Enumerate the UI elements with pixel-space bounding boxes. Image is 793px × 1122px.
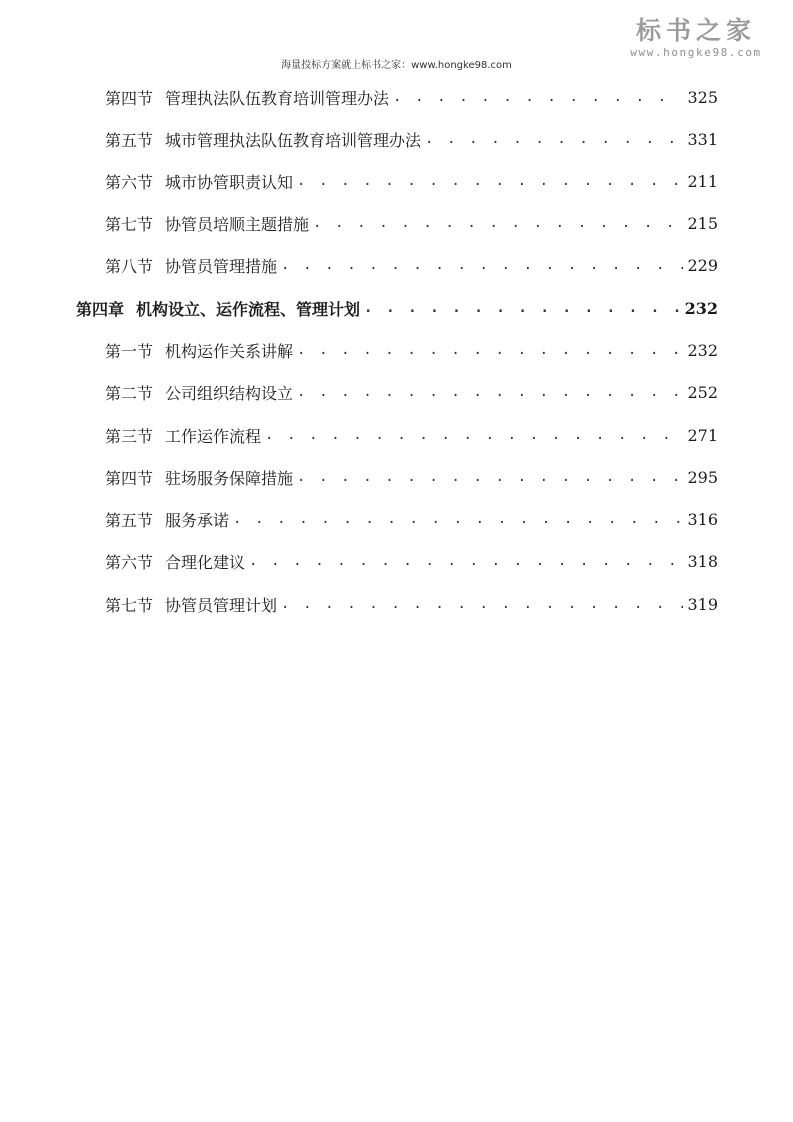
toc-entry[interactable] [105, 76, 718, 118]
toc-chapter-entry[interactable] [76, 287, 718, 329]
toc-entry-page: 295 [687, 467, 718, 487]
toc-entry-title: 驻场服务保障措施 [165, 468, 294, 488]
toc-entry-number: 第四节 [105, 468, 154, 488]
toc-entry-page: 232 [687, 340, 718, 360]
dot-leader [297, 384, 683, 400]
toc-entry[interactable] [105, 202, 718, 244]
toc-chapter-number: 第四章 [76, 299, 125, 319]
toc-entry-title: 工作运作流程 [165, 426, 262, 446]
toc-entry-number: 第一节 [105, 341, 154, 361]
dot-leader [265, 427, 683, 443]
toc-entry-page: 252 [687, 382, 718, 402]
toc-entry-number: 第八节 [105, 256, 154, 276]
toc-entry-title: 协管员管理措施 [165, 256, 278, 276]
toc-entry-title: 服务承诺 [165, 510, 230, 530]
dot-leader [233, 511, 683, 527]
toc-entry-number: 第五节 [105, 130, 154, 150]
toc-entry-page: 319 [687, 594, 718, 614]
toc-entry-title: 协管员培顺主题措施 [165, 214, 310, 234]
toc-entry[interactable] [105, 540, 718, 582]
toc-entry-number: 第五节 [105, 510, 154, 530]
toc-entry-number: 第三节 [105, 426, 154, 446]
toc-entry-title: 合理化建议 [165, 552, 246, 572]
toc-entry-number: 第四节 [105, 88, 154, 108]
toc-entry-number: 第二节 [105, 383, 154, 403]
dot-leader [297, 342, 683, 358]
toc-entry-title: 管理执法队伍教育培训管理办法 [165, 88, 390, 108]
dot-leader [249, 553, 683, 569]
dot-leader [281, 257, 683, 273]
brand-logo [621, 16, 771, 60]
toc-entry[interactable] [105, 160, 718, 202]
dot-leader [364, 300, 681, 316]
toc-entry[interactable] [105, 498, 718, 540]
toc-entry[interactable] [105, 244, 718, 286]
toc-entry-page: 271 [687, 425, 718, 445]
toc-entry-title: 公司组织结构设立 [165, 383, 294, 403]
dot-leader [281, 596, 683, 612]
logo-title: 标书之家 [635, 16, 756, 45]
toc-entry-title: 协管员管理计划 [165, 595, 278, 615]
toc-entry-title: 城市协管职责认知 [165, 172, 294, 192]
toc-entry[interactable] [105, 371, 718, 413]
dot-leader [313, 215, 683, 231]
toc-entry-title: 城市管理执法队伍教育培训管理办法 [165, 130, 422, 150]
toc-entry[interactable] [105, 414, 718, 456]
toc-entry-number: 第七节 [105, 595, 154, 615]
dot-leader [297, 469, 683, 485]
toc-entry[interactable] [105, 456, 718, 498]
header-notice: 海量投标方案就上标书之家：www.hongke98.com [281, 60, 512, 71]
toc-entry[interactable] [105, 583, 718, 625]
toc-entry-number: 第六节 [105, 172, 154, 192]
toc-entry-page: 211 [687, 171, 718, 191]
toc-entry-number: 第七节 [105, 214, 154, 234]
toc-entry-page: 215 [687, 213, 718, 233]
toc-entry-page: 318 [687, 551, 718, 571]
dot-leader [297, 173, 683, 189]
toc-entry-page: 316 [687, 509, 718, 529]
toc-entry-title: 机构运作关系讲解 [165, 341, 294, 361]
toc-entry-number: 第六节 [105, 552, 154, 572]
toc-chapter-title: 机构设立、运作流程、管理计划 [136, 299, 361, 319]
logo-url: www.hongke98.com [630, 46, 762, 59]
toc-entry-page: 331 [687, 129, 718, 149]
toc-entry-page: 229 [687, 255, 718, 275]
dot-leader [425, 131, 683, 147]
toc-entry[interactable] [105, 118, 718, 160]
toc-entry[interactable] [105, 329, 718, 371]
toc-chapter-page: 232 [684, 298, 718, 318]
dot-leader [393, 89, 683, 105]
toc-entry-page: 325 [687, 87, 718, 107]
